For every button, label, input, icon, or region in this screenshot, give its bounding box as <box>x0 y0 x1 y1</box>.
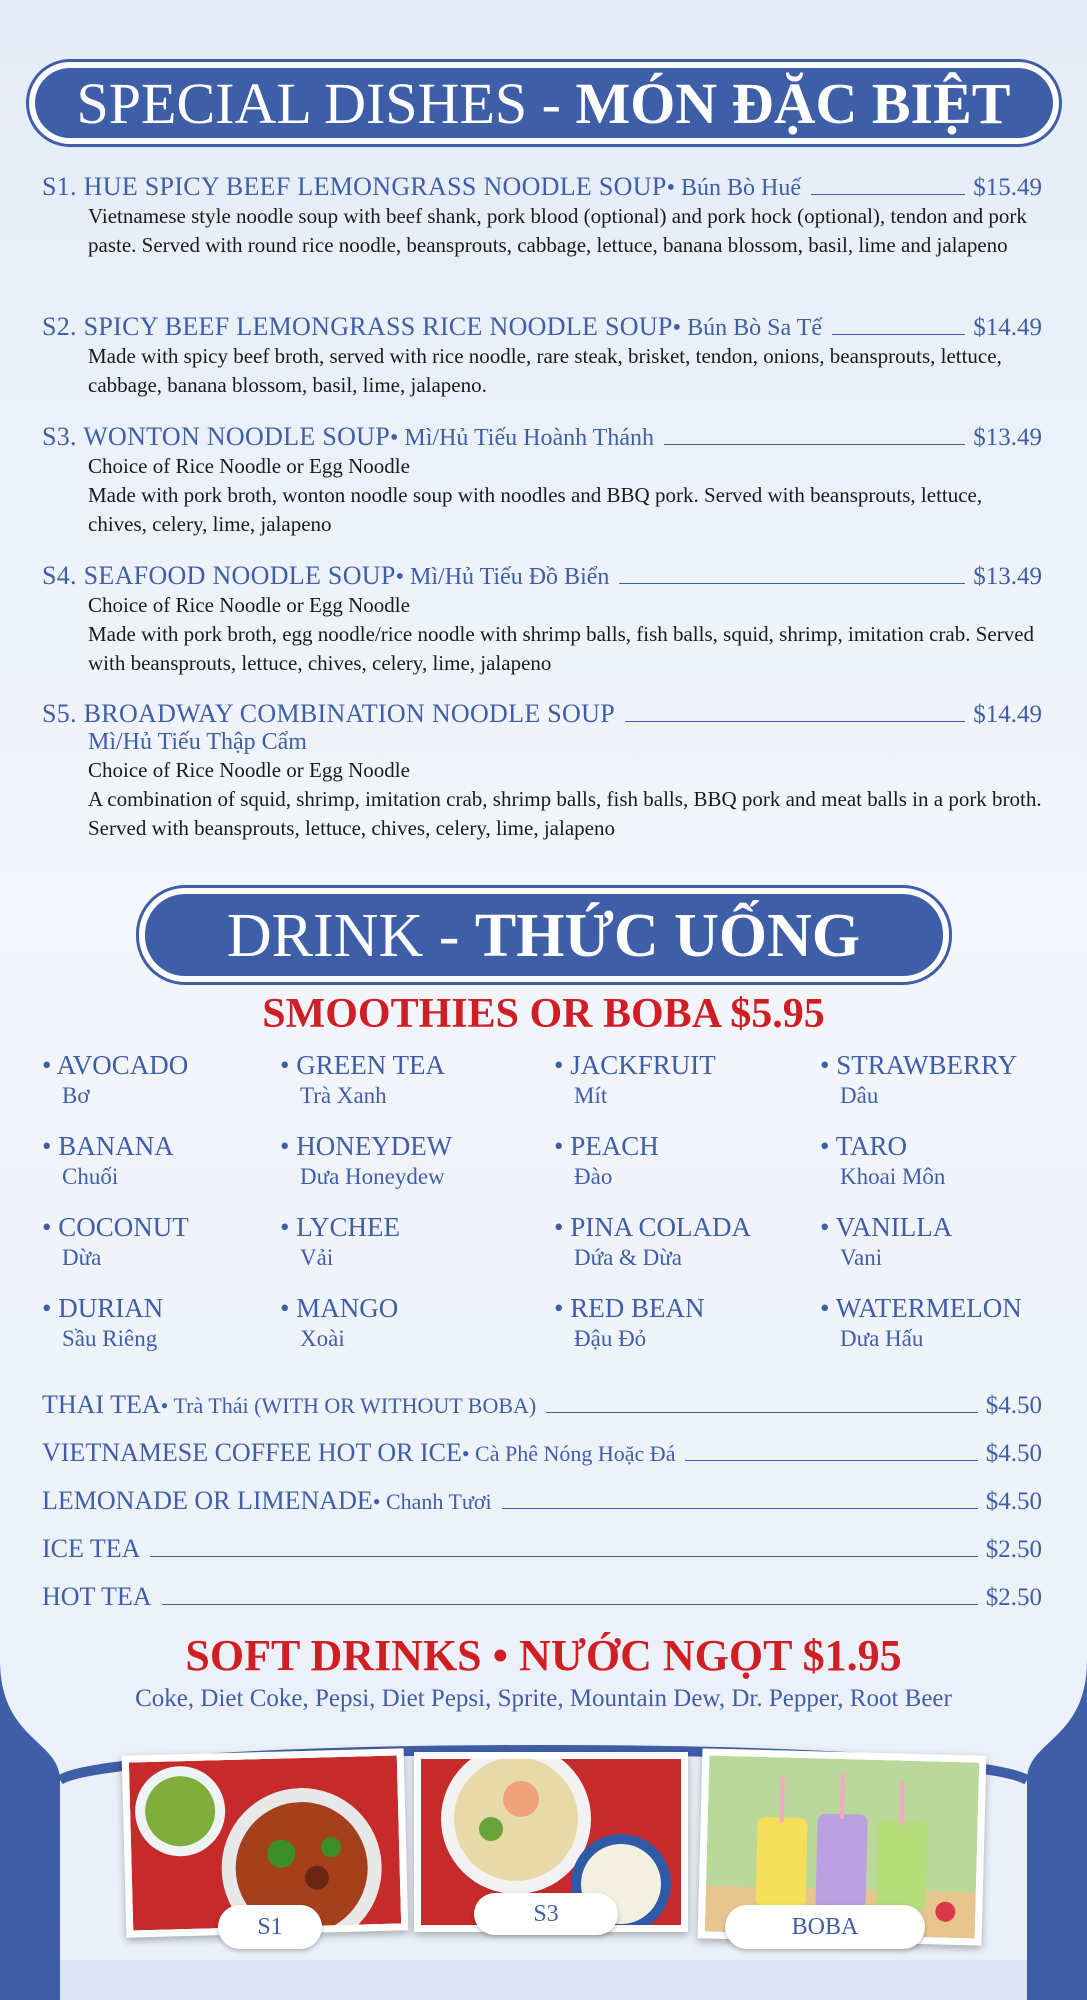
flavor-viet: Dưa Hấu <box>840 1326 924 1351</box>
item-description: Vietnamese style noodle soup with beef shank, pork blood (optional) and pork hock (optional), tendon and pork paste. Served with round rice noodle, beansprouts, cabbage, lettuce, banana blossom, basil, lime and jalapeno <box>88 204 1027 257</box>
drink-price: $4.50 <box>985 1440 1042 1467</box>
photo-label-boba: BOBA <box>725 1905 925 1949</box>
drink-name: HOT TEA <box>42 1582 152 1611</box>
drink-viet: • Chanh Tươi <box>372 1489 492 1514</box>
flavor-item <box>280 1131 540 1190</box>
drink-price: $4.50 <box>985 1488 1042 1515</box>
flavor-item <box>820 1212 1080 1271</box>
item-description-2: Made with pork broth, wonton noodle soup with noodles and BBQ pork. Served with beansprouts, lettuce, chives, celery, lime, jalapeno <box>88 483 983 536</box>
drink-title-bold: THỨC UỐNG <box>474 902 861 970</box>
drink-row-ice-tea <box>42 1534 1042 1564</box>
menu-item-s4 <box>42 561 1042 678</box>
item-viet: • Mì/Hủ Tiếu Đồ Biển <box>395 564 610 590</box>
flavor-item <box>820 1293 1080 1352</box>
flavor-name: • AVOCADO <box>42 1050 189 1080</box>
price-leader <box>685 1460 977 1461</box>
smoothie-heading: SMOOTHIES OR BOBA $5.95 <box>262 991 825 1037</box>
item-viet: • Bún Bò Huế <box>666 175 801 201</box>
price-leader <box>832 334 965 335</box>
flavor-name: • BANANA <box>42 1131 174 1161</box>
item-name: S1. HUE SPICY BEEF LEMONGRASS NOODLE SOUP <box>42 172 667 201</box>
price-leader <box>546 1412 978 1413</box>
flavor-viet: Dừa <box>62 1245 102 1270</box>
menu-item-s5 <box>42 699 1042 843</box>
item-description-2: Made with pork broth, egg noodle/rice noodle with shrimp balls, fish balls, squid, shrimp, imitation crab. Served with beansprouts, lettuce, chives, celery, lime, jalapeno <box>88 622 1035 675</box>
drink-name: LEMONADE OR LIMENADE <box>42 1486 373 1515</box>
item-price: $13.49 <box>973 563 1042 590</box>
drink-name: VIETNAMESE COFFEE HOT OR ICE <box>42 1438 462 1467</box>
flavor-name: • RED BEAN <box>554 1293 705 1323</box>
flavor-viet: Vani <box>840 1245 883 1270</box>
drink-viet: • Trà Thái (WITH OR WITHOUT BOBA) <box>160 1393 537 1418</box>
flavor-item <box>42 1293 302 1352</box>
price-leader <box>150 1556 977 1557</box>
flavor-item <box>554 1050 814 1109</box>
flavor-item <box>42 1131 302 1190</box>
soft-drinks-heading: SOFT DRINKS • NƯỚC NGỌT $1.95 <box>185 1631 902 1680</box>
item-viet: • Bún Bò Sa Tế <box>672 315 822 341</box>
price-leader <box>811 194 965 195</box>
price-leader <box>619 583 965 584</box>
flavor-name: • GREEN TEA <box>280 1050 445 1080</box>
flavor-name: • WATERMELON <box>820 1293 1022 1323</box>
flavor-viet: Dâu <box>840 1083 879 1108</box>
price-leader <box>162 1604 978 1605</box>
flavor-viet: Bơ <box>62 1083 90 1108</box>
drink-viet: • Cà Phê Nóng Hoặc Đá <box>461 1441 676 1466</box>
flavor-item <box>820 1050 1080 1109</box>
flavor-name: • DURIAN <box>42 1293 164 1323</box>
drink-price: $4.50 <box>985 1392 1042 1419</box>
flavor-viet: Mít <box>574 1083 608 1108</box>
flavor-name: • COCONUT <box>42 1212 189 1242</box>
drink-banner <box>139 888 949 982</box>
drink-title-plain: DRINK - <box>226 902 475 970</box>
flavor-item <box>42 1050 302 1109</box>
item-viet: Mì/Hủ Tiếu Thập Cẩm <box>88 729 307 755</box>
flavor-viet: Trà Xanh <box>300 1083 387 1108</box>
flavor-name: • STRAWBERRY <box>820 1050 1018 1080</box>
flavor-name: • MANGO <box>280 1293 399 1323</box>
photo-label-s1: S1 <box>218 1905 322 1949</box>
flavor-name: • LYCHEE <box>280 1212 400 1242</box>
menu-item-s3 <box>42 422 1042 539</box>
flavor-item <box>42 1212 302 1271</box>
price-leader <box>625 721 965 722</box>
flavor-item <box>280 1212 540 1271</box>
item-viet: • Mì/Hủ Tiếu Hoành Thánh <box>390 425 654 451</box>
flavor-viet: Sầu Riêng <box>62 1326 158 1351</box>
item-name: S2. SPICY BEEF LEMONGRASS RICE NOODLE SOUP <box>42 312 673 341</box>
flavor-viet: Khoai Môn <box>840 1164 946 1189</box>
drink-name: THAI TEA <box>42 1390 161 1419</box>
flavor-name: • TARO <box>820 1131 908 1161</box>
item-name: S3. WONTON NOODLE SOUP <box>42 422 390 451</box>
flavor-viet: Xoài <box>300 1326 345 1351</box>
flavor-viet: Dứa & Dừa <box>574 1245 682 1270</box>
flavor-viet: Đào <box>574 1164 613 1189</box>
item-description: Made with spicy beef broth, served with rice noodle, rare steak, brisket, tendon, onions, beansprouts, lettuce, cabbage, banana blossom, basil, lime, jalapeno. <box>88 344 1002 397</box>
item-description-2: A combination of squid, shrimp, imitation crab, shrimp balls, fish balls, BBQ pork and meat balls in a pork broth. Served with beansprouts, lettuce, chives, celery, lime, jalapeno <box>88 787 1042 840</box>
drink-price: $2.50 <box>985 1536 1042 1563</box>
flavor-item <box>554 1212 814 1271</box>
drink-row-hot-tea <box>42 1582 1042 1612</box>
item-price: $14.49 <box>973 314 1042 341</box>
item-name: S5. BROADWAY COMBINATION NOODLE SOUP <box>42 699 615 728</box>
item-price: $13.49 <box>973 424 1042 451</box>
flavor-viet: Dưa Honeydew <box>300 1164 445 1189</box>
item-description: Choice of Rice Noodle or Egg Noodle <box>88 454 410 478</box>
special-title-plain: SPECIAL DISHES - <box>76 71 576 136</box>
soft-drinks-list: Coke, Diet Coke, Pepsi, Diet Pepsi, Sprite, Mountain Dew, Dr. Pepper, Root Beer <box>135 1685 952 1712</box>
drink-row-coffee <box>42 1438 1042 1468</box>
price-leader <box>664 444 965 445</box>
flavor-viet: Vải <box>300 1245 334 1270</box>
flavor-grid <box>42 1050 1052 1370</box>
special-title-bold: MÓN ĐẶC BIỆT <box>575 71 1011 136</box>
flavor-item <box>280 1050 540 1109</box>
item-name: S4. SEAFOOD NOODLE SOUP <box>42 561 396 590</box>
drink-name: ICE TEA <box>42 1534 141 1563</box>
flavor-item <box>554 1131 814 1190</box>
flavor-name: • PEACH <box>554 1131 659 1161</box>
menu-item-s2 <box>42 312 1042 400</box>
flavor-viet: Chuối <box>62 1164 119 1189</box>
flavor-name: • PINA COLADA <box>554 1212 751 1242</box>
flavor-name: • JACKFRUIT <box>554 1050 716 1080</box>
item-price: $14.49 <box>973 701 1042 728</box>
drink-price: $2.50 <box>985 1584 1042 1611</box>
special-dishes-banner <box>29 62 1059 144</box>
flavor-item <box>280 1293 540 1352</box>
item-description: Choice of Rice Noodle or Egg Noodle <box>88 758 410 782</box>
item-price: $15.49 <box>973 174 1042 201</box>
item-description: Choice of Rice Noodle or Egg Noodle <box>88 593 410 617</box>
flavor-name: • VANILLA <box>820 1212 953 1242</box>
menu-item-s1 <box>42 172 1042 260</box>
flavor-item <box>820 1131 1080 1190</box>
photo-label-s3: S3 <box>474 1893 618 1935</box>
flavor-viet: Đậu Đỏ <box>574 1326 647 1351</box>
flavor-name: • HONEYDEW <box>280 1131 453 1161</box>
drink-row-lemonade <box>42 1486 1042 1516</box>
flavor-item <box>554 1293 814 1352</box>
drink-row-thai-tea <box>42 1390 1042 1420</box>
price-leader <box>502 1508 978 1509</box>
